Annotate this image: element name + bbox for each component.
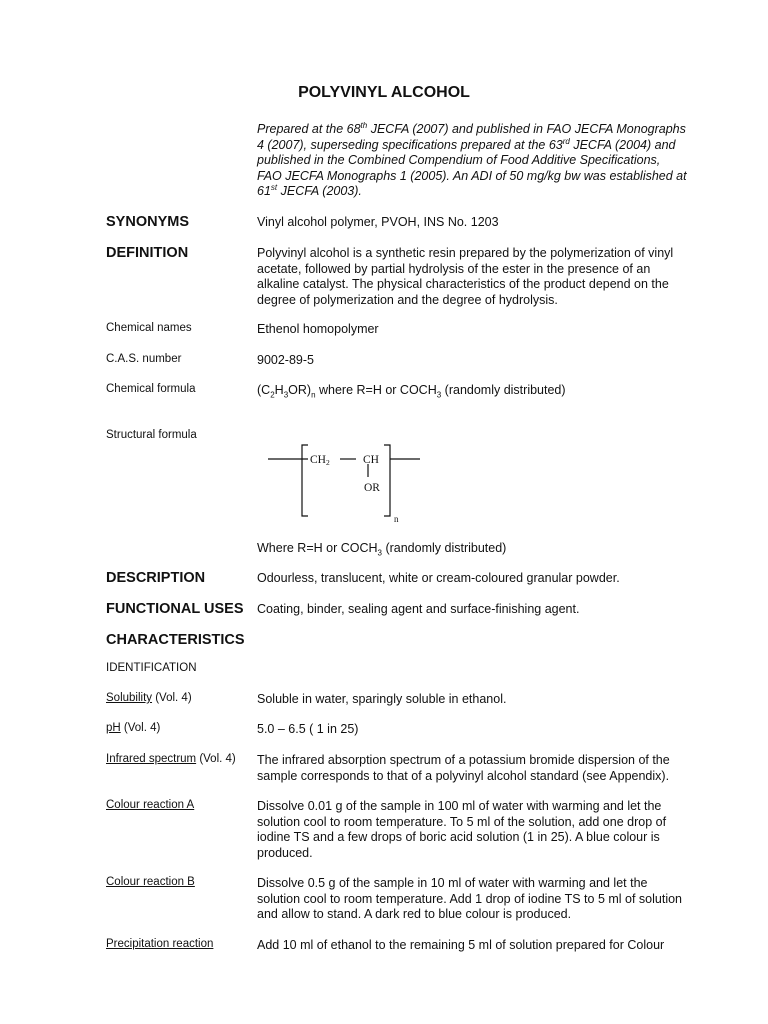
infrared-text: The infrared absorption spectrum of a potassium bromide dispersion of the sample corresponds to that of a polyvinyl alcohol standard (see Appendix). — [257, 753, 670, 783]
page-title: POLYVINYL ALCOHOL — [298, 84, 470, 101]
cas-number-value: 9002-89-5 — [257, 353, 314, 367]
colour-reaction-b-text: Dissolve 0.5 g of the sample in 10 ml of water with warming and let the solution cool to room temperature. Add 1 drop of iodine TS to 5 ml of solution and allow to stand. A dark red to blue colour is produced. — [257, 876, 683, 921]
chemical-names-label: Chemical names — [106, 322, 192, 334]
ch-group: CH — [363, 454, 379, 466]
structural-formula-label: Structural formula — [106, 429, 197, 441]
synonyms-heading: SYNONYMS — [106, 214, 189, 230]
colour-reaction-a-label: Colour reaction A — [106, 799, 195, 811]
solubility-text: Soluble in water, sparingly soluble in ethanol. — [257, 692, 507, 706]
synonyms-text: Vinyl alcohol polymer, PVOH, INS No. 1203 — [257, 215, 499, 229]
precipitation-reaction-label: Precipitation reaction — [106, 938, 214, 950]
identification-heading: IDENTIFICATION — [106, 662, 197, 674]
solubility-label: Solubility (Vol. 4) — [106, 692, 192, 704]
colour-reaction-a-text: Dissolve 0.01 g of the sample in 100 ml of water with warming and let the solution cool to room temperature. To 5 ml of the solution, add one drop of iodine TS and a few drops of boric acid solution (1 in 25). A blue colour is produced. — [257, 799, 667, 860]
definition-text: Polyvinyl alcohol is a synthetic resin prepared by the polymerization of vinyl acetate, followed by partial hydrolysis of the ester in the presence of an alkaline catalyst. The physical characteristics of the product depend on the degree of polymerization and the degree of hydrolysis. — [257, 246, 674, 307]
infrared-label: Infrared spectrum (Vol. 4) — [106, 753, 236, 765]
functional-uses-text: Coating, binder, sealing agent and surface-finishing agent. — [257, 602, 580, 616]
ph-label: pH (Vol. 4) — [106, 722, 161, 734]
structural-where-note: Where R=H or $COCH_3$ (randomly distributed) — [257, 541, 507, 558]
description-text: Odourless, translucent, white or cream-coloured granular powder. — [257, 571, 620, 585]
functional-uses-heading: FUNCTIONAL USES — [106, 601, 244, 617]
ph-text: 5.0 – 6.5 ( 1 in 25) — [257, 722, 359, 736]
cas-number-label: C.A.S. number — [106, 353, 182, 365]
repeat-n: n — [394, 514, 399, 524]
description-heading: DESCRIPTION — [106, 570, 206, 586]
chemical-formula-value: $(C_2H_3OR)_n$ where R=H or $COCH_3$ (randomly distributed) — [257, 383, 566, 400]
precipitation-reaction-text: Add 10 ml of ethanol to the remaining 5 ml of solution prepared for Colour — [257, 938, 665, 952]
colour-reaction-b-label: Colour reaction B — [106, 876, 195, 888]
structural-formula-diagram — [268, 440, 428, 530]
definition-heading: DEFINITION — [106, 245, 189, 261]
chemical-formula-label: Chemical formula — [106, 383, 196, 395]
intro-paragraph: Prepared at the 68th JECFA (2007) and published in FAO JECFA Monographs 4 (2007), superseding specifications prepared at the 63rd JECFA (2004) and published in the Combined Compendium of Food Additive Specifications, FAO JECFA Monographs 1 (2005). An ADI of 50 mg/kg bw was established at 61st JECFA (2003). — [257, 120, 687, 198]
chemical-names-value: Ethenol homopolymer — [257, 322, 379, 336]
or-group: OR — [364, 482, 380, 494]
ch2-group: CH2 — [310, 454, 330, 467]
characteristics-heading: CHARACTERISTICS — [106, 632, 245, 648]
